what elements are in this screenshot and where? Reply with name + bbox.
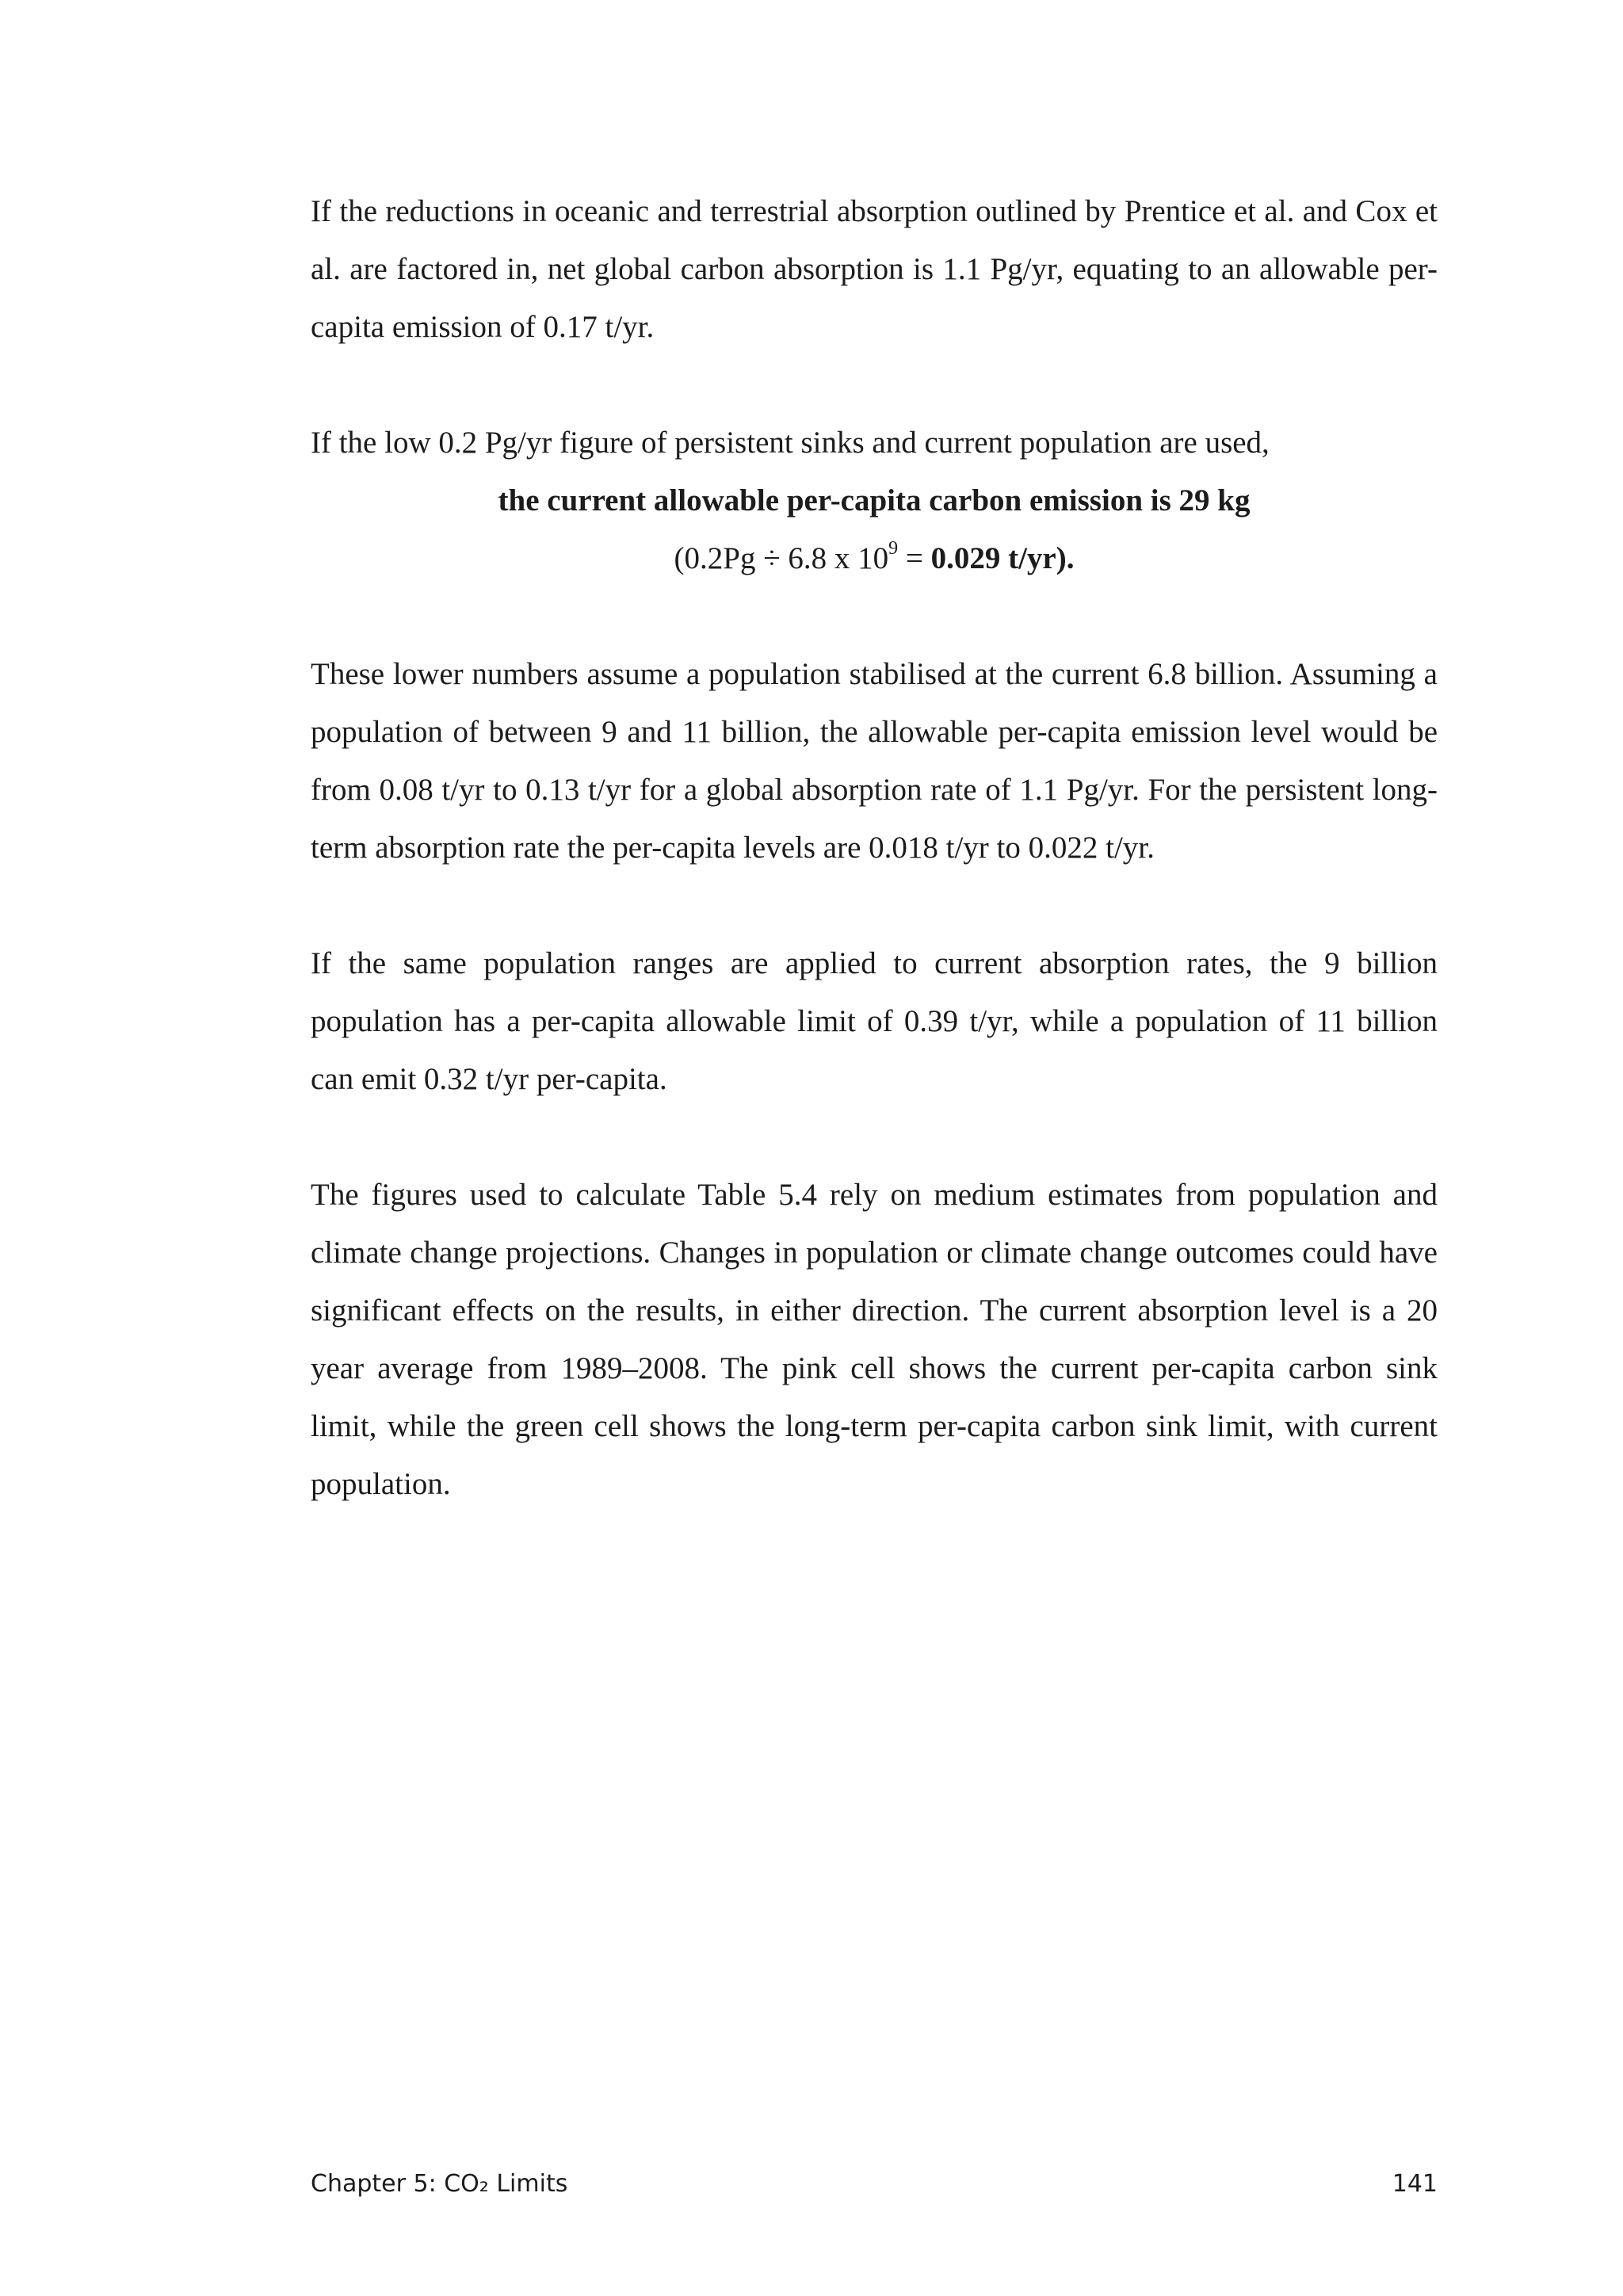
paragraph-table-figures: The figures used to calculate Table 5.4 rely on medium estimates from population and climate change projections. Changes in population or climate change outcomes could have significant effects on the results, in either direction. The current absorption level is a 20 year average from 1989–2008. The pink cell shows the current per-capita carbon sink limit, while the green cell shows the long-term per-capita carbon sink limit, with current population. bbox=[311, 1178, 1438, 1501]
page-footer bbox=[311, 2170, 1438, 2210]
paragraph-persistent-sinks: If the low 0.2 Pg/yr figure of persistent sinks and current population are used, bbox=[311, 426, 1270, 460]
footer-page-number: 141 bbox=[1392, 2170, 1438, 2198]
equation-prefix: (0.2Pg ÷ 6.8 x 10 bbox=[674, 541, 889, 575]
equation-equals: = bbox=[898, 541, 931, 575]
paragraph-population-ranges: If the same population ranges are applied to current absorption rates, the 9 billion population has a per-capita allowable limit of 0.39 t/yr, while a population of 11 billion can emit 0.32 t/yr per-capita. bbox=[311, 946, 1438, 1096]
equation-exponent: 9 bbox=[888, 538, 899, 559]
highlight-statement: the current allowable per-capita carbon emission is 29 kg bbox=[498, 483, 1251, 518]
equation-result: 0.029 t/yr). bbox=[930, 541, 1075, 575]
paragraph-population-assumption: These lower numbers assume a population stabilised at the current 6.8 billion. Assuming a population of between 9 and 11 billion, the allowable per-capita emission level would be from 0.08 t/yr to 0.13 t/yr for a global absorption rate of 1.1 Pg/yr. For the persistent long-term absorption rate the per-capita levels are 0.018 t/yr to 0.022 t/yr. bbox=[311, 657, 1438, 865]
body-text bbox=[311, 182, 1438, 1513]
paragraph-absorption-reductions: If the reductions in oceanic and terrestrial absorption outlined by Prentice et al. and Cox et al. are factored in, net global carbon absorption is 1.1 Pg/yr, equating to an allowable per-capita emission of 0.17 t/yr. bbox=[311, 194, 1438, 344]
highlight-equation bbox=[311, 529, 1438, 587]
footer-chapter-title: Chapter 5: CO₂ Limits bbox=[311, 2170, 568, 2198]
